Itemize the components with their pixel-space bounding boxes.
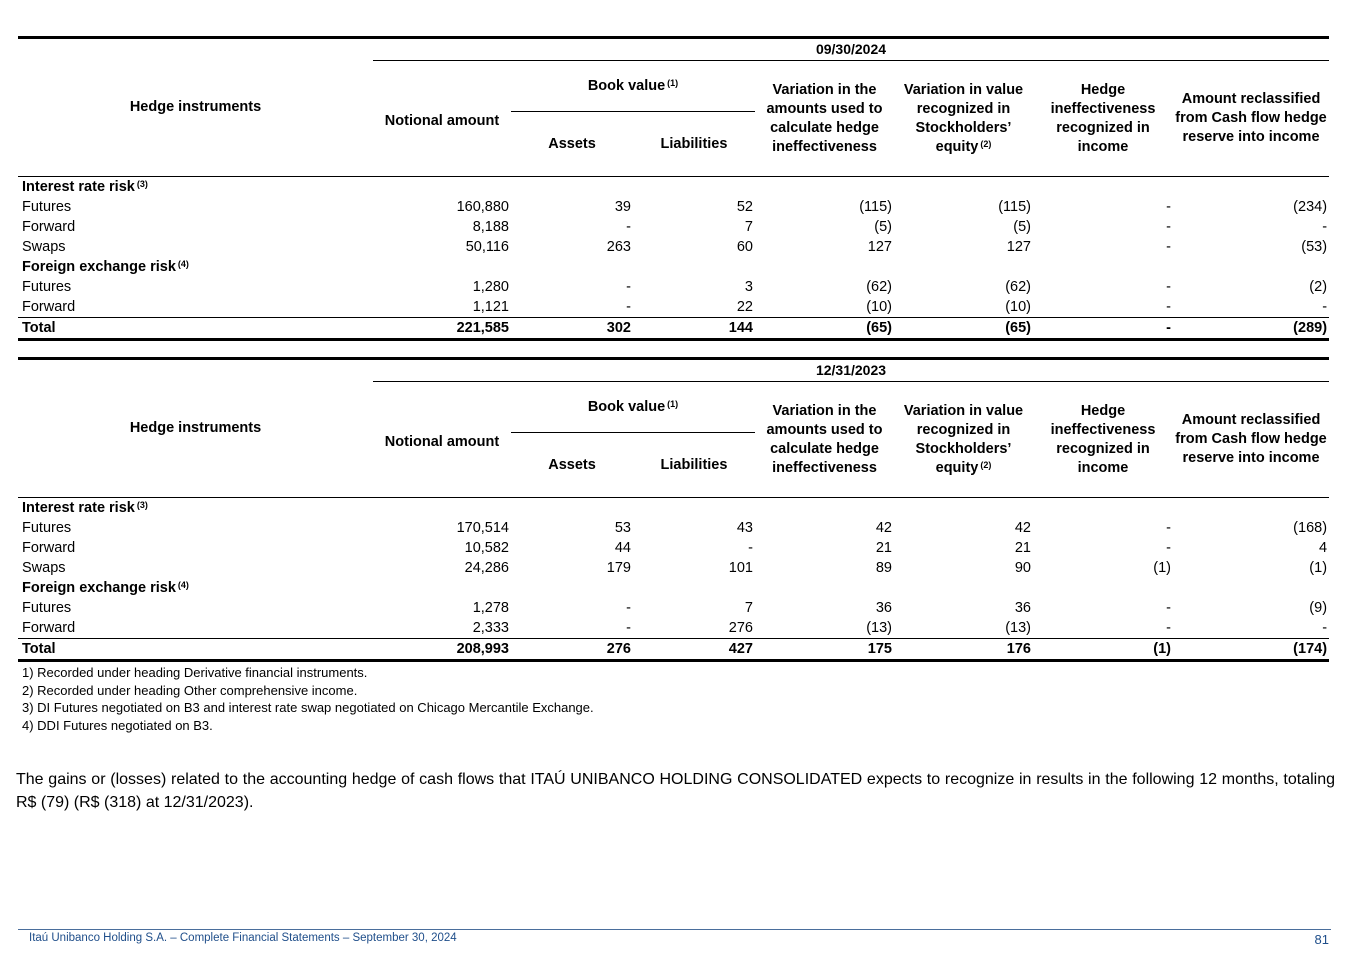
- footnote-1: 1) Recorded under heading Derivative financial instruments.: [22, 665, 368, 680]
- table-date: 09/30/2024: [373, 38, 1329, 61]
- header-variation-amounts: Variation in the amounts used to calculate hedge ineffectiveness: [766, 402, 883, 476]
- footnote-ref: (1): [667, 77, 679, 88]
- table-row: Forward 10,582 44 - 21 21 - 4: [22, 540, 1328, 556]
- body-paragraph: The gains or (losses) related to the accounting hedge of cash flows that ITAÚ UNIBANCO HOLDING CONSOLIDATED expects to recognize in results in the following 12 months, totaling R$ (79) (R$ (318) at 12/31/2023).: [16, 771, 1335, 811]
- header-notional-amount: Notional amount: [384, 434, 500, 450]
- header-book-value: Book value $^{(1)}$: [511, 382, 755, 433]
- header-liabilities: Liabilities: [660, 456, 728, 473]
- table-date: 12/31/2023: [373, 359, 1329, 382]
- header-hedge-instruments: Hedge instruments: [18, 38, 373, 177]
- header-assets: Assets: [548, 456, 596, 473]
- table-row: Forward 2,333 - 276 (13) (13) - -: [22, 620, 1328, 636]
- header-hedge-ineffectiveness: Hedge ineffectiveness recognized in income: [1050, 402, 1156, 476]
- table-row: Futures 160,880 39 52 (115) (115) - (234): [22, 199, 1328, 215]
- table-row: Swaps 50,116 263 60 127 127 - (53): [22, 239, 1328, 255]
- footnote-ref: (2): [980, 138, 992, 149]
- footnote-ref: (1): [667, 398, 679, 409]
- table-row: Futures 1,278 - 7 36 36 - (9): [22, 600, 1328, 616]
- footnote-4: 4) DDI Futures negotiated on B3.: [22, 717, 213, 733]
- footnote-3: 3) DI Futures negotiated on B3 and interest rate swap negotiated on Chicago Mercantile Exchange.: [22, 700, 594, 715]
- footer-text: Itaú Unibanco Holding S.A. – Complete Financial Statements – September 30, 2024: [29, 932, 457, 944]
- header-book-value: Book value $^{(1)}$: [511, 61, 755, 112]
- page-number: 81: [1314, 932, 1329, 947]
- header-liabilities: Liabilities: [660, 135, 728, 152]
- header-variation-amounts: Variation in the amounts used to calculate hedge ineffectiveness: [766, 81, 883, 155]
- table-row: Swaps 24,286 179 101 89 90 (1) (1): [22, 560, 1328, 576]
- total-row: Total 221,585 302 144 (65) (65) - (289): [18, 318, 1329, 340]
- header-amount-reclassified: Amount reclassified from Cash flow hedge reserve into income: [1175, 91, 1327, 145]
- footnote-ref: (2): [980, 459, 992, 470]
- footer-divider: [18, 929, 1331, 930]
- total-row: Total 208,993 276 427 175 176 (1) (174): [18, 639, 1329, 661]
- footnotes: [22, 664, 594, 734]
- hedge-table-2024: [18, 36, 1329, 341]
- table-row: Forward 1,121 - 22 (10) (10) - -: [22, 299, 1328, 315]
- header-amount-reclassified: Amount reclassified from Cash flow hedge reserve into income: [1175, 412, 1327, 466]
- header-hedge-instruments: Hedge instruments: [18, 359, 373, 498]
- table-row: Forward 8,188 - 7 (5) (5) - -: [22, 219, 1328, 235]
- table-row: Futures 170,514 53 43 42 42 - (168): [22, 520, 1328, 536]
- table-row: Futures 1,280 - 3 (62) (62) - (2): [22, 279, 1328, 295]
- header-notional-amount: Notional amount: [384, 113, 500, 129]
- header-hedge-ineffectiveness: Hedge ineffectiveness recognized in income: [1050, 81, 1156, 155]
- header-variation-value: Variation in value recognized in Stockholders’ equity $^{(2)}$: [903, 81, 1024, 155]
- header-assets: Assets: [548, 135, 596, 152]
- section-row-interest-rate: Interest rate risk $^{(3)}$: [22, 500, 148, 516]
- section-row-foreign-exchange: Foreign exchange risk $^{(4)}$: [22, 580, 189, 596]
- footnote-2: 2) Recorded under heading Other comprehensive income.: [22, 682, 358, 698]
- section-row-interest-rate: Interest rate risk $^{(3)}$: [22, 179, 148, 195]
- section-row-foreign-exchange: Foreign exchange risk $^{(4)}$: [22, 259, 189, 275]
- hedge-table-2023: [18, 357, 1329, 662]
- header-variation-value: Variation in value recognized in Stockholders’ equity $^{(2)}$: [903, 402, 1024, 476]
